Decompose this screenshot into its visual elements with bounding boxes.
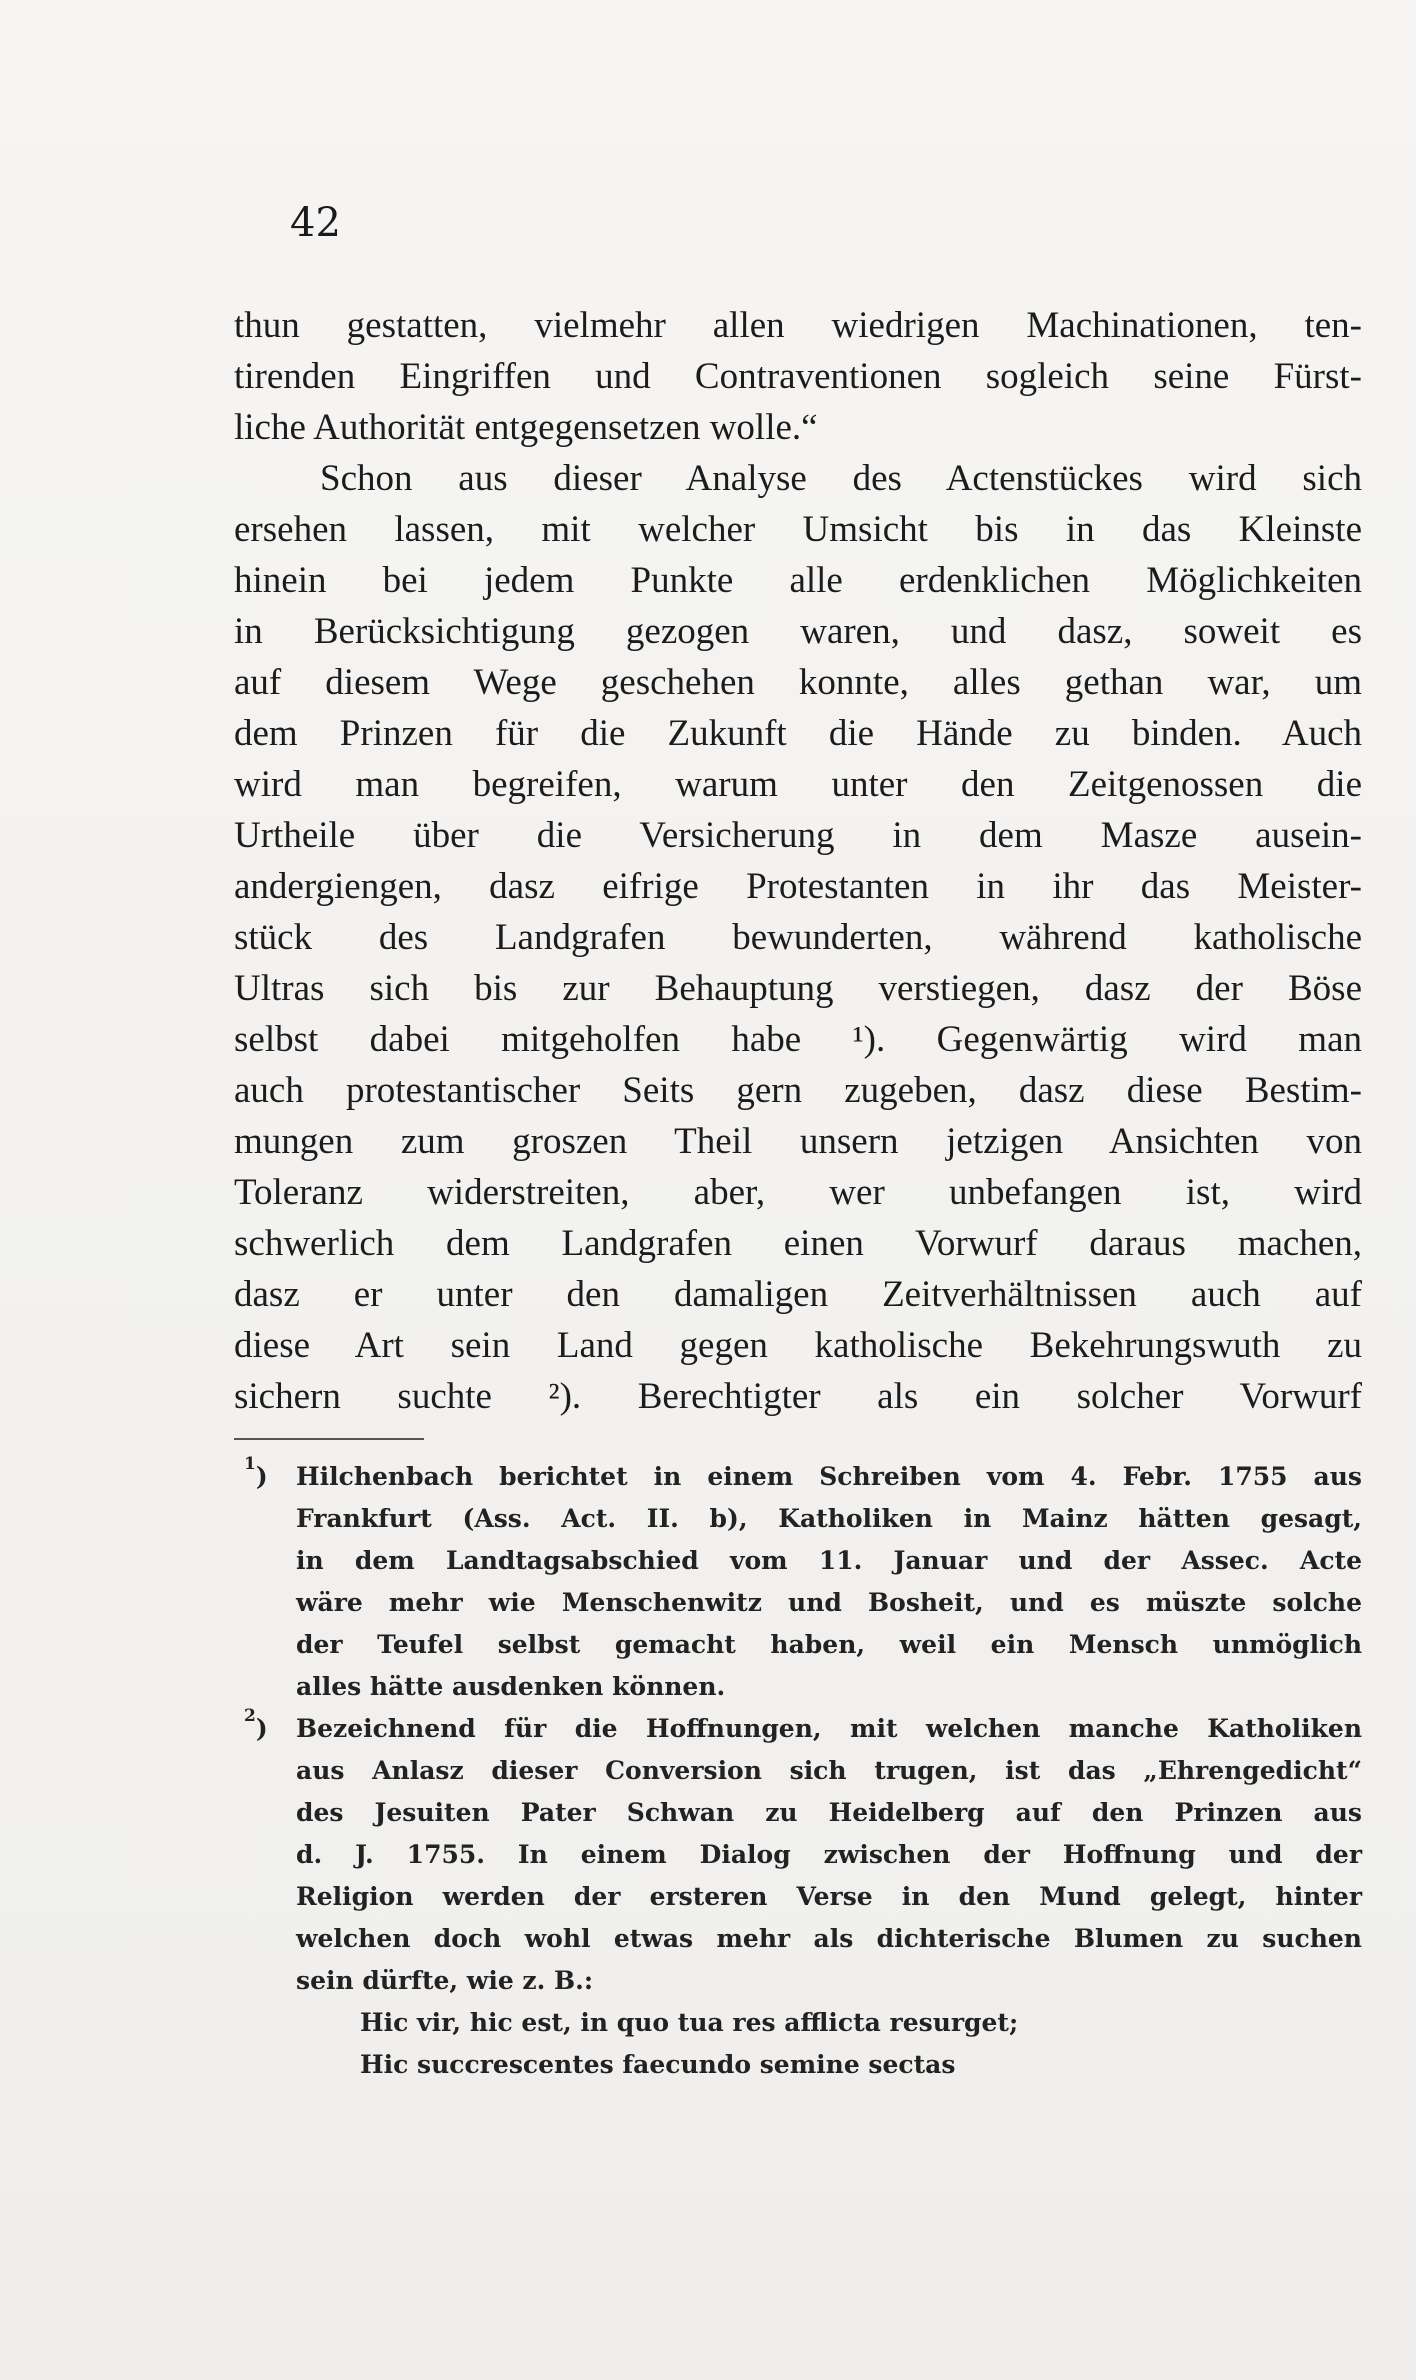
footnote-line: wäre mehr wie Menschenwitz und Bosheit, und es müszte solche [296, 1588, 1362, 1617]
footnote-line: alles hätte ausdenken können. [296, 1672, 726, 1701]
body-line: sichern suchte ²). Berechtigter als ein solcher Vorwurf [234, 1376, 1362, 1417]
body-line: hinein bei jedem Punkte alle erdenklichen Möglichkeiten [234, 560, 1362, 601]
body-line: auf diesem Wege geschehen konnte, alles gethan war, um [234, 662, 1362, 703]
body-line: mungen zum groszen Theil unsern jetzigen Ansichten von [234, 1121, 1362, 1162]
footnotes [234, 1456, 1362, 2086]
body-line: Urtheile über die Versicherung in dem Masze ausein- [234, 815, 1362, 856]
body-text [234, 300, 1362, 1422]
footnote-line: Bezeichnend für die Hoffnungen, mit welchen manche Katholiken [296, 1714, 1362, 1743]
footnote-marker: $^2$) [244, 1706, 268, 1743]
body-line: Toleranz widerstreiten, aber, wer unbefangen ist, wird [234, 1172, 1362, 1213]
footnote-line: des Jesuiten Pater Schwan zu Heidelberg auf den Prinzen aus [296, 1798, 1362, 1827]
verse-line: Hic vir, hic est, in quo tua res afflicta resurget; [360, 2008, 1019, 2037]
body-line: diese Art sein Land gegen katholische Bekehrungswuth zu [234, 1325, 1362, 1366]
footnote-line: sein dürfte, wie z. B.: [296, 1966, 594, 1995]
body-line: andergiengen, dasz eifrige Protestanten in ihr das Meister- [234, 866, 1362, 907]
body-line: auch protestantischer Seits gern zugeben, dasz diese Bestim- [234, 1070, 1362, 1111]
footnote-line: Hilchenbach berichtet in einem Schreiben vom 4. Febr. 1755 aus [296, 1462, 1362, 1491]
body-line: tirenden Eingriffen und Contraventionen sogleich seine Fürst- [234, 356, 1362, 397]
body-line: selbst dabei mitgeholfen habe ¹). Gegenwärtig wird man [234, 1019, 1362, 1060]
footnote-line: welchen doch wohl etwas mehr als dichterische Blumen zu suchen [296, 1924, 1362, 1953]
footnote-2 [234, 1708, 1362, 2086]
footnote-line: in dem Landtagsabschied vom 11. Januar und der Assec. Acte [296, 1546, 1362, 1575]
verse-line: Hic succrescentes faecundo semine sectas [360, 2050, 956, 2079]
footnote-line: der Teufel selbst gemacht haben, weil ein Mensch unmöglich [296, 1630, 1362, 1659]
body-line: Schon aus dieser Analyse des Actenstückes wird sich [320, 458, 1362, 499]
body-line: dasz er unter den damaligen Zeitverhältnissen auch auf [234, 1274, 1362, 1315]
body-line: liche Authorität entgegensetzen wolle.“ [234, 407, 818, 448]
footnote-line: Religion werden der ersteren Verse in den Mund gelegt, hinter [296, 1882, 1362, 1911]
page-number: 42 [290, 200, 341, 246]
body-line: wird man begreifen, warum unter den Zeitgenossen die [234, 764, 1362, 805]
footnote-line: Frankfurt (Ass. Act. II. b), Katholiken in Mainz hätten gesagt, [296, 1504, 1362, 1533]
footnote-separator [234, 1438, 424, 1440]
body-line: stück des Landgrafen bewunderten, während katholische [234, 917, 1362, 958]
footnote-line: aus Anlasz dieser Conversion sich trugen, ist das „Ehrengedicht“ [296, 1756, 1362, 1785]
footnote-line: d. J. 1755. In einem Dialog zwischen der Hoffnung und der [296, 1840, 1362, 1869]
body-line: Ultras sich bis zur Behauptung verstiegen, dasz der Böse [234, 968, 1362, 1009]
body-line: ersehen lassen, mit welcher Umsicht bis in das Kleinste [234, 509, 1362, 550]
body-line: in Berücksichtigung gezogen waren, und dasz, soweit es [234, 611, 1362, 652]
footnote-marker: $^1$) [244, 1454, 268, 1491]
body-line: thun gestatten, vielmehr allen wiedrigen Machinationen, ten- [234, 305, 1362, 346]
body-line: dem Prinzen für die Zukunft die Hände zu binden. Auch [234, 713, 1362, 754]
footnote-1 [234, 1456, 1362, 1708]
body-line: schwerlich dem Landgrafen einen Vorwurf daraus machen, [234, 1223, 1362, 1264]
